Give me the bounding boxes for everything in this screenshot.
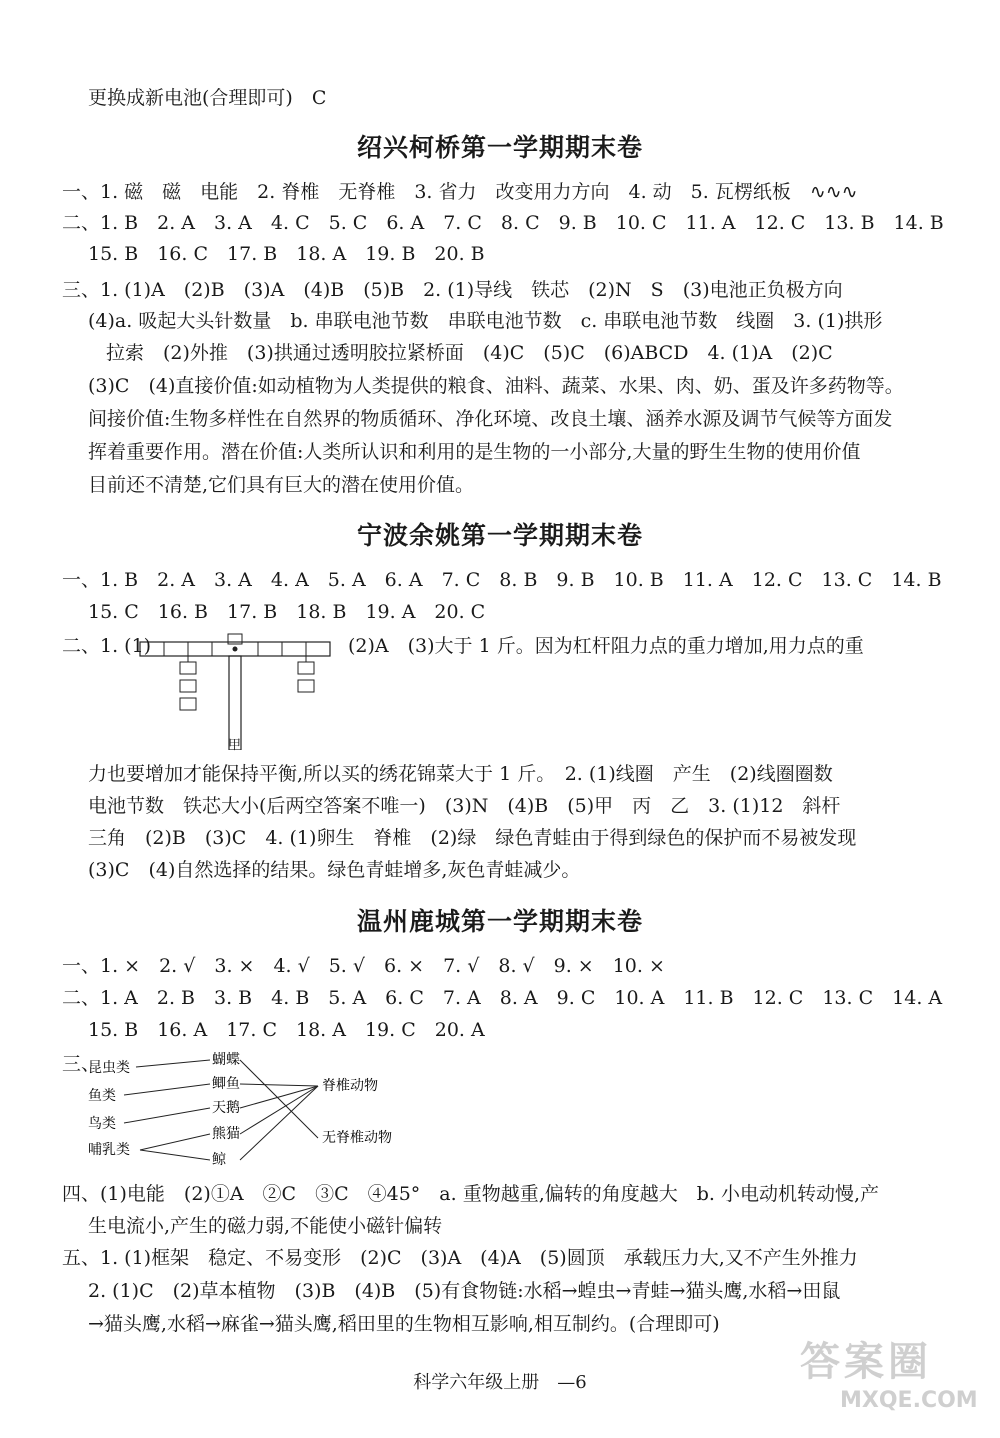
answer-line: 目前还不清楚,它们具有巨大的潜在使用价值。 (88, 474, 475, 496)
match-left-item: 昆虫类 (88, 1060, 130, 1076)
watermark-logo (800, 1330, 990, 1430)
answer-line: 三、 (62, 1053, 101, 1075)
match-right-item: 脊椎动物 (322, 1078, 378, 1094)
answer-line: 力也要增加才能保持平衡,所以买的绣花锦菜大于 1 斤。 2. (1)线圈 产生 (2)线圈圈数 (88, 763, 833, 785)
answer-line: 间接价值:生物多样性在自然界的物质循环、净化环境、改良土壤、涵养水源及调节气候等方面发 (88, 408, 893, 430)
match-middle-item: 鲫鱼 (212, 1076, 240, 1092)
answer-line: (3)C (4)自然选择的结果。绿色青蛙增多,灰色青蛙减少。 (88, 859, 581, 881)
match-right-item: 无脊椎动物 (322, 1130, 392, 1146)
answer-line: 2. (1)C (2)草本植物 (3)B (4)B (5)有食物链:水稻→蝗虫→青蛙→猫头鹰,水稻→田鼠 (88, 1280, 841, 1302)
answer-line: 15. B 16. C 17. B 18. A 19. B 20. B (88, 243, 485, 265)
match-left-item: 哺乳类 (88, 1142, 130, 1158)
matching-diagram (84, 1050, 424, 1170)
answer-line: 15. C 16. B 17. B 18. B 19. A 20. C (88, 601, 486, 623)
answer-line: 一、1. 磁 磁 电能 2. 脊椎 无脊椎 3. 省力 改变用力方向 4. 动 5. 瓦楞纸板 ∿∿∿ (62, 181, 858, 203)
section-title-shaoxing: 绍兴柯桥第一学期期末卷 (356, 133, 643, 162)
match-middle-item: 熊猫 (212, 1126, 240, 1142)
answer-line: →猫头鹰,水稻→麻雀→猫头鹰,稻田里的生物相互影响,相互制约。(合理即可) (88, 1313, 720, 1335)
answer-line: 三、1. (1)A (2)B (3)A (4)B (5)B 2. (1)导线 铁芯 (2)N S (3)电池正负极方向 (62, 279, 843, 301)
answer-line: 五、1. (1)框架 稳定、不易变形 (2)C (3)A (4)A (5)圆顶 承载压力大,又不产生外推力 (62, 1247, 858, 1269)
match-middle-item: 蝴蝶 (212, 1052, 240, 1068)
answer-line: 挥着重要作用。潜在价值:人类所认识和利用的是生物的一小部分,大量的野生生物的使用价值 (88, 441, 861, 463)
match-middle-item: 鲸 (212, 1152, 226, 1168)
answer-line: 一、1. B 2. A 3. A 4. A 5. A 6. A 7. C 8. B 9. B 10. B 11. A 12. C 13. C 14. B (62, 569, 942, 591)
answer-line: 拉索 (2)外推 (3)拱通过透明胶拉紧桥面 (4)C (5)C (6)ABCD 4. (1)A (2)C (106, 342, 833, 364)
answer-line: (2)A (3)大于 1 斤。因为杠杆阻力点的重力增加,用力点的重 (348, 635, 864, 657)
match-left-item: 鱼类 (88, 1088, 116, 1104)
answer-line: 三角 (2)B (3)C 4. (1)卵生 脊椎 (2)绿 绿色青蛙由于得到绿色的保护而不易被发现 (88, 827, 857, 849)
answer-line: (3)C (4)直接价值:如动植物为人类提供的粮食、油料、蔬菜、水果、肉、奶、蛋及许多药物等。 (88, 375, 904, 397)
answer-line: 生电流小,产生的磁力弱,不能使小磁针偏转 (88, 1215, 443, 1237)
continuation-line: 更换成新电池(合理即可) C (88, 87, 327, 109)
section-title-wenzhou: 温州鹿城第一学期期末卷 (356, 907, 643, 936)
section-title-ningbo: 宁波余姚第一学期期末卷 (356, 521, 643, 550)
watermark-text: 答案圈 (800, 1339, 932, 1385)
answer-line: 15. B 16. A 17. C 18. A 19. C 20. A (88, 1019, 485, 1041)
answer-line: (4)a. 吸起大头针数量 b. 串联电池节数 串联电池节数 c. 串联电池节数 线圈 3. (1)拱形 (88, 310, 883, 332)
match-left-item: 鸟类 (88, 1116, 116, 1132)
answer-line: 四、(1)电能 (2)①A ②C ③C ④45° a. 重物越重,偏转的角度越大 b. 小电动机转动慢,产 (62, 1183, 880, 1205)
figure-label-jia: 甲 (228, 738, 242, 753)
answer-line: 二、1. (1) (62, 635, 152, 657)
answer-line: 电池节数 铁芯大小(后两空答案不唯一) (3)N (4)B (5)甲 丙 乙 3. (1)12 斜杆 (88, 795, 841, 817)
answer-line: 二、1. B 2. A 3. A 4. C 5. C 6. A 7. C 8. C 9. B 10. C 11. A 12. C 13. B 14. B (62, 212, 944, 234)
watermark-url: MXQE.COM (840, 1388, 978, 1413)
match-middle-item: 天鹅 (212, 1100, 240, 1116)
lever-diagram (138, 630, 338, 750)
answer-line: 一、1. × 2. √ 3. × 4. √ 5. √ 6. × 7. √ 8. √ 9. × 10. × (62, 955, 665, 977)
answer-line: 二、1. A 2. B 3. B 4. B 5. A 6. C 7. A 8. A 9. C 10. A 11. B 12. C 13. C 14. A (62, 987, 943, 1009)
page-footer: 科学六年级上册 —6 (413, 1372, 587, 1393)
